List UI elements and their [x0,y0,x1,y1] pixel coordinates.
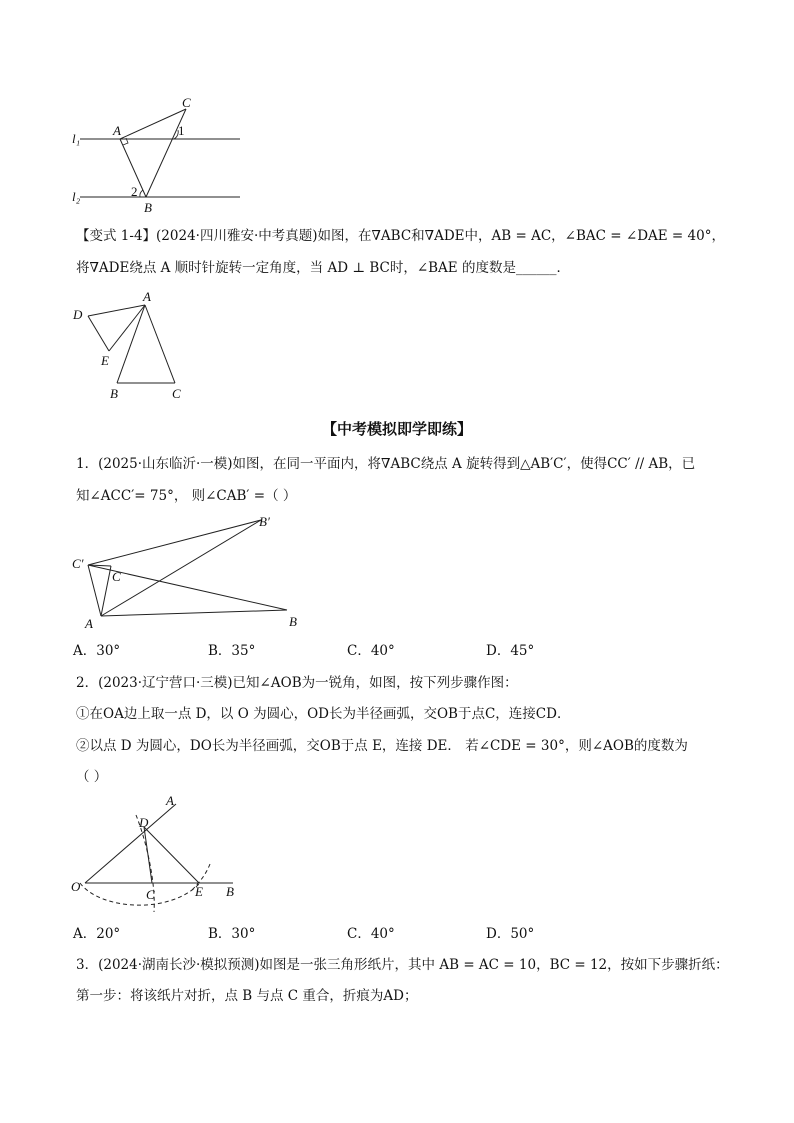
label-C-prime: C′ [72,556,84,571]
parallel-lines-figure [60,90,260,220]
label-D: D [139,815,149,830]
label-O: O [71,879,81,894]
q2-line-1: 2．(2023·辽宁营口·三模)已知∠AOB为一锐角，如图，按下列步骤作图： [76,675,518,691]
label-l1: l₁ [72,131,81,146]
q2-option-c[interactable]: C．40° [347,926,395,942]
q2-option-b[interactable]: B．30° [208,926,256,942]
variant-1-4-line-2: 将∇ADE绕点 A 顺时针旋转一定角度，当 AD ⊥ BC时，∠BAE 的度数是______． [76,260,570,276]
q1-option-a[interactable]: A．30° [73,643,121,659]
q2-step-1: ①在OA边上取一点 D，以 O 为圆心，OD长为半径画弧，交OB于点C，连接CD． [76,706,571,722]
label-A: A [166,793,174,808]
label-B: B [110,386,118,401]
label-angle-2: 2 [131,184,138,199]
q2-step-2: ②以点 D 为圆心，DO长为半径画弧，交OB于点 E，连接 DE． 若∠CDE = 30°，则∠AOB的度数为 [76,738,688,754]
label-B-prime: B′ [259,514,270,529]
variant-1-4-line-1: 【变式 1-4】(2024·四川雅安·中考真题)如图，在∇ABC和∇ADE中，AB = AC，∠BAC = ∠DAE = 40°， [76,228,725,244]
label-C: C [182,95,191,110]
q1-line-2: 知∠ACC′= 75°， 则∠CAB′ =（ ） [76,488,297,504]
label-E: E [101,353,109,368]
q1-option-c[interactable]: C．40° [347,643,395,659]
q2-option-a[interactable]: A．20° [73,926,121,942]
label-B: B [226,884,234,899]
q2-answer-blank: （ ） [76,769,108,785]
q3-line-1: 3．(2024·湖南长沙·模拟预测)如图是一张三角形纸片，其中 AB = AC = 10，BC = 12，按如下步骤折纸： [76,957,729,973]
q1-line-1: 1．(2025·山东临沂·一模)如图，在同一平面内，将∇ABC绕点 A 旋转得到△AB′C′，使得CC′ // AB，已 [76,456,696,472]
label-C: C [172,386,181,401]
label-C: C [112,569,121,584]
q1-option-d[interactable]: D．45° [486,643,535,659]
label-l2: l₂ [72,189,81,204]
label-B: B [289,614,297,629]
label-D: D [73,307,83,322]
section-title: 【中考模拟即学即练】 [321,420,472,438]
label-A: A [143,289,151,304]
q2-figure [60,790,250,920]
label-A: A [85,616,93,631]
rotation-triangles-figure [65,285,195,405]
q2-option-d[interactable]: D．50° [486,926,535,942]
q3-line-2: 第一步：将该纸片对折，点 B 与点 C 重合，折痕为AD； [76,988,418,1004]
label-A: A [113,123,121,138]
label-angle-1: 1 [178,123,185,138]
q1-figure [65,510,315,635]
q1-option-b[interactable]: B．35° [208,643,256,659]
label-C: C [146,887,155,902]
label-E: E [195,884,203,899]
label-B: B [144,200,152,215]
